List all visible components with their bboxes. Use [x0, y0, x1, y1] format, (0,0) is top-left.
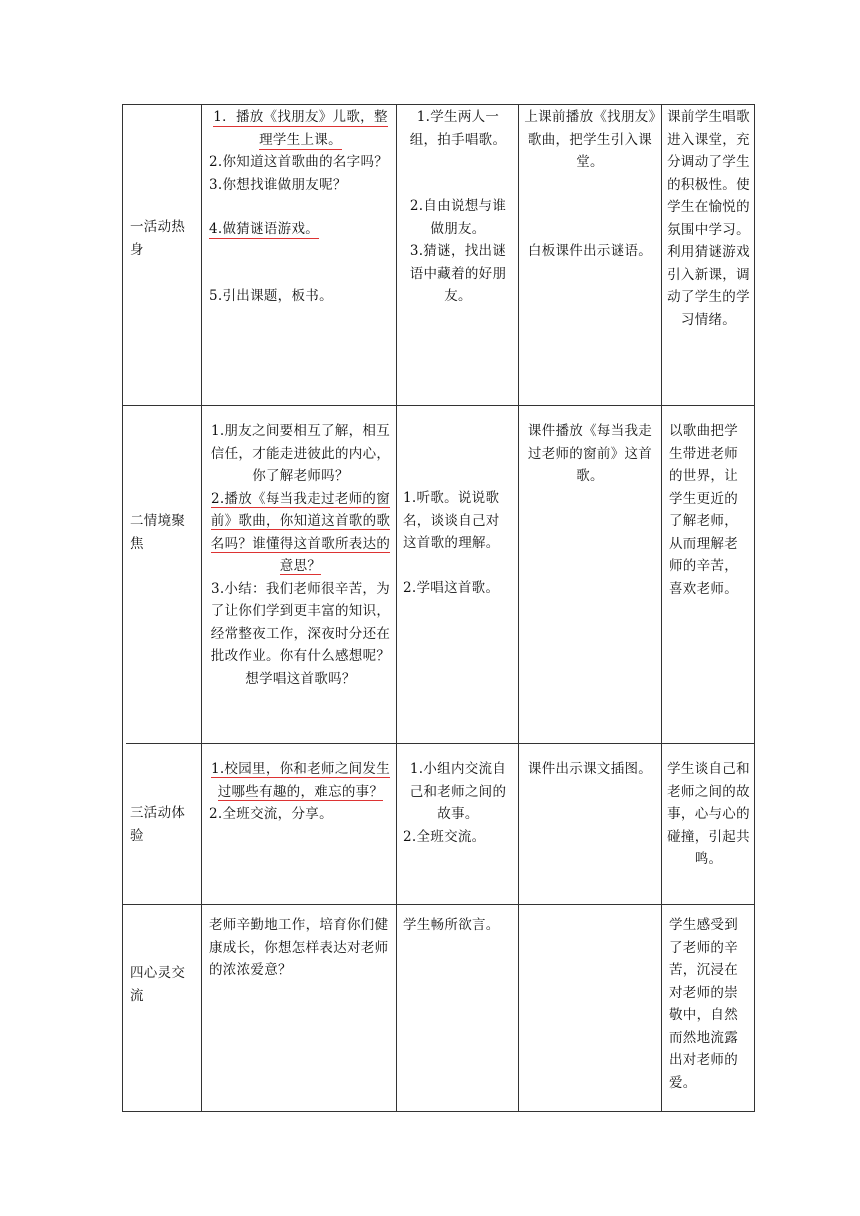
student-activity-cell	[403, 487, 513, 599]
student-step: 2.全班交流。	[403, 828, 486, 845]
stage-label: 一活动热身	[130, 219, 186, 258]
teacher-activity-cell	[209, 914, 392, 982]
student-step: 1.学生两人一组，拍手唱歌。	[409, 109, 507, 148]
stage-cell	[130, 216, 198, 261]
teacher-activity-cell	[209, 106, 392, 307]
table-border-top	[122, 104, 755, 105]
design-intent-cell	[667, 106, 750, 331]
table-col-divider	[201, 104, 202, 1112]
teacher-step: 2.播放《每当我走过老师的窗前》歌曲，你知道这首歌的歌名吗？谁懂得这首歌所表达的意思？	[210, 490, 391, 574]
teacher-step: 2.你知道这首歌曲的名字吗？	[209, 154, 389, 170]
media-cell	[524, 758, 656, 781]
media-cell	[524, 420, 656, 488]
table-row-divider	[122, 904, 755, 905]
student-step: 2.自由说想与谁做朋友。	[409, 198, 507, 237]
teacher-step: 3.小结：我们老师很辛苦，为了让你们学到更丰富的知识，经常整夜工作，深夜时分还在批改作业。你有什么感想呢？想学唱这首歌吗？	[210, 580, 391, 687]
student-step: 2.学唱这首歌。	[403, 579, 500, 596]
teacher-step: 1.校园里，你和老师之间发生过哪些有趣的，难忘的事？	[210, 761, 391, 800]
stage-label: 三活动体验	[130, 805, 186, 844]
design-intent-cell	[667, 758, 750, 871]
stage-cell	[130, 802, 198, 847]
table-border-right	[754, 104, 755, 1112]
teacher-step: 1．播放《找朋友》儿歌，整理学生上课。	[213, 109, 388, 148]
table-col-divider	[396, 104, 397, 1112]
teacher-step: 5.引出课题，板书。	[209, 287, 333, 304]
media-note: 白板课件出示谜语。	[527, 242, 653, 259]
teacher-activity-cell	[209, 420, 392, 690]
stage-label: 四心灵交流	[130, 965, 186, 1004]
media-note: 课件出示课文插图。	[527, 761, 653, 777]
design-intent-cell	[669, 914, 749, 1094]
table-border-left	[122, 104, 123, 1112]
stage-label: 二情境聚焦	[130, 513, 186, 552]
media-note: 上课前播放《找朋友》歌曲，把学生引入课堂。	[524, 109, 656, 170]
stage-cell	[130, 962, 198, 1007]
table-col-divider	[661, 104, 662, 1112]
design-intent: 课前学生唱歌进入课堂，充分调动了学生的积极性。使学生在愉悦的氛围中学习。利用猜谜游戏引入新课，调动了学生的学习情绪。	[667, 109, 750, 328]
table-col-divider	[518, 104, 519, 1112]
media-note: 课件播放《每当我走过老师的窗前》这首歌。	[527, 423, 653, 484]
table-row-divider	[122, 405, 755, 406]
student-step: 学生畅所欲言。	[403, 917, 500, 933]
student-activity-cell	[403, 106, 513, 308]
design-intent: 以歌曲把学生带进老师的世界，让学生更近的了解老师，从而理解老师的辛苦，喜欢老师。	[669, 423, 738, 597]
student-activity-cell	[403, 758, 513, 848]
teacher-step: 1.朋友之间要相互了解，相互信任，才能走进彼此的内心，你了解老师吗？	[210, 423, 391, 484]
teacher-step: 4.做猜谜语游戏。	[209, 221, 320, 237]
table-border-bottom	[122, 1111, 755, 1112]
teacher-step: 2.全班交流，分享。	[209, 806, 333, 822]
design-intent-cell	[669, 420, 749, 600]
student-step: 3.猜谜，找出谜语中藏着的好朋友。	[409, 243, 507, 304]
student-activity-cell	[403, 914, 513, 937]
table-row-divider	[126, 743, 755, 744]
teacher-step: 3.你想找谁做朋友呢？	[209, 176, 347, 193]
student-step: 1.小组内交流自己和老师之间的故事。	[409, 761, 507, 822]
teacher-activity-cell	[209, 758, 392, 826]
student-step: 1.听歌。说说歌名，谈谈自己对这首歌的理解。	[403, 490, 500, 551]
design-intent: 学生感受到了老师的辛苦，沉浸在对老师的崇敬中，自然而然地流露出对老师的爱。	[669, 917, 738, 1091]
media-cell	[524, 106, 656, 262]
design-intent: 学生谈自己和老师之间的故事，心与心的碰撞，引起共鸣。	[667, 761, 750, 867]
stage-cell	[130, 510, 198, 555]
teacher-step: 老师辛勤地工作，培育你们健康成长，你想怎样表达对老师的浓浓爱意？	[209, 917, 389, 978]
